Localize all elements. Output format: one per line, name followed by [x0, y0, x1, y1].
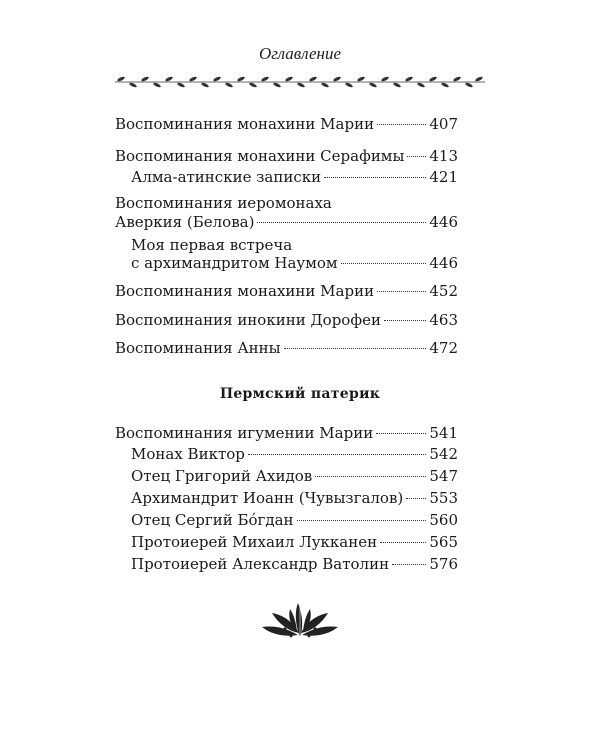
- toc-entry[interactable]: [115, 423, 458, 443]
- toc-entry-page: 421: [429, 168, 458, 186]
- toc-entry-title: Воспоминания игумении Марии: [115, 424, 374, 442]
- toc-entry-page: 553: [429, 489, 458, 507]
- toc-entry[interactable]: [115, 146, 458, 166]
- page-title: Оглавление: [258, 44, 342, 63]
- dot-leader: [376, 433, 426, 434]
- toc-entry-page: 542: [429, 445, 458, 463]
- section-heading: Пермский патерик: [219, 386, 381, 402]
- toc-subentry[interactable]: [131, 466, 458, 486]
- toc-subentry[interactable]: [131, 532, 458, 552]
- dot-leader: [315, 476, 426, 477]
- toc-subentry[interactable]: [131, 444, 458, 464]
- toc-entry[interactable]: [115, 114, 458, 134]
- dot-leader: [257, 222, 426, 223]
- toc-entry-title: Воспоминания монахини Марии: [115, 115, 375, 133]
- toc-entry-title: Протоиерей Александр Ватолин: [131, 555, 390, 573]
- dot-leader: [297, 520, 427, 521]
- dot-leader: [377, 291, 426, 292]
- dot-leader: [248, 454, 426, 455]
- dot-leader: [384, 320, 426, 321]
- toc-entry-page: 446: [429, 213, 458, 231]
- toc-entry-title: Воспоминания монахини Марии: [115, 282, 375, 300]
- dot-leader: [406, 498, 426, 499]
- toc-entry-page: 463: [429, 311, 458, 329]
- toc-entry-title: Отец Сергий Бóгдан: [131, 511, 294, 529]
- toc-entry-page: 541: [429, 424, 458, 442]
- toc-subentry[interactable]: [131, 253, 458, 273]
- toc-entry-page: 472: [429, 339, 458, 357]
- toc-subentry-title-line1[interactable]: Моя первая встреча: [131, 236, 293, 254]
- toc-entry-title: Воспоминания инокини Дорофеи: [115, 311, 381, 329]
- toc-entry[interactable]: [115, 310, 458, 330]
- toc-entry-title: Отец Григорий Ахидов: [131, 467, 313, 485]
- dot-leader: [407, 156, 426, 157]
- toc-entry-page: 565: [429, 533, 458, 551]
- toc-entry-page: 446: [429, 254, 458, 272]
- toc-entry-title: Аверкия (Белова): [115, 213, 255, 231]
- toc-entry-title: Алма-атинские записки: [131, 168, 322, 186]
- toc-entry-page: 576: [429, 555, 458, 573]
- toc-entry[interactable]: [115, 212, 458, 232]
- toc-entry-title: Монах Виктор: [131, 445, 245, 463]
- toc-entry-title: Архимандрит Иоанн (Чувызгалов): [131, 489, 404, 507]
- toc-entry-title: Протоиерей Михаил Лукканен: [131, 533, 378, 551]
- toc-entry-page: 407: [429, 115, 458, 133]
- toc-entry[interactable]: [115, 281, 458, 301]
- toc-entry-title: с архимандритом Наумом: [131, 254, 338, 272]
- toc-subentry[interactable]: [131, 167, 458, 187]
- toc-entry-page: 452: [429, 282, 458, 300]
- toc-entry-title: Воспоминания Анны: [115, 339, 281, 357]
- toc-entry-title: Воспоминания монахини Серафимы: [115, 147, 405, 165]
- toc-subentry[interactable]: [131, 554, 458, 574]
- dot-leader: [324, 177, 426, 178]
- dot-leader: [284, 348, 427, 349]
- vine-border-icon: [115, 74, 485, 90]
- dot-leader: [380, 542, 426, 543]
- toc-entry-page: 413: [429, 147, 458, 165]
- dot-leader: [377, 124, 426, 125]
- toc-subentry[interactable]: [131, 510, 458, 530]
- toc-entry-title-line1[interactable]: Воспоминания иеромонаха: [115, 194, 332, 212]
- toc-entry-page: 560: [429, 511, 458, 529]
- toc-entry[interactable]: [115, 338, 458, 358]
- dot-leader: [341, 263, 427, 264]
- toc-entry-page: 547: [429, 467, 458, 485]
- toc-subentry[interactable]: [131, 488, 458, 508]
- leaf-ornament-icon: [258, 597, 342, 641]
- dot-leader: [392, 564, 426, 565]
